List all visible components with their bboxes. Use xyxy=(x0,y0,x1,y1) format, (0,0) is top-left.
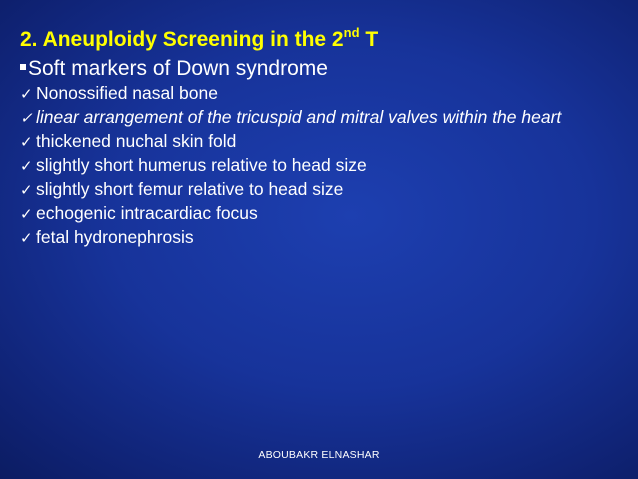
list-item-text: fetal hydronephrosis xyxy=(36,227,194,247)
checkmark-icon: ✓ xyxy=(20,182,33,199)
list-item xyxy=(20,130,632,154)
list-item xyxy=(20,226,632,250)
list-item-text: slightly short femur relative to head size xyxy=(36,179,344,199)
list-item-text: thickened nuchal skin fold xyxy=(36,131,237,151)
subtitle-text: Soft markers of Down syndrome xyxy=(28,57,328,80)
list-item xyxy=(20,202,632,226)
title-end: T xyxy=(359,28,379,51)
marker-list xyxy=(20,82,632,250)
list-item xyxy=(20,178,632,202)
checkmark-icon: ✓ xyxy=(20,206,33,223)
slide-content xyxy=(20,26,632,250)
list-item xyxy=(20,82,632,106)
checkmark-icon: ✓ xyxy=(20,230,33,247)
checkmark-icon: ✓ xyxy=(20,134,33,151)
list-item-text: echogenic intracardiac focus xyxy=(36,203,258,223)
list-item-text: slightly short humerus relative to head size xyxy=(36,155,367,175)
slide-title xyxy=(20,26,632,53)
checkmark-icon: ✓ xyxy=(20,158,33,175)
title-superscript: nd xyxy=(343,25,360,40)
footer-author: ABOUBAKR ELNASHAR xyxy=(258,449,380,461)
title-main: 2. Aneuploidy Screening in the 2 xyxy=(20,28,344,51)
subtitle xyxy=(20,55,632,82)
list-item-text: Nonossified nasal bone xyxy=(36,83,218,103)
list-item-text: linear arrangement of the tricuspid and mitral valves within the heart xyxy=(36,107,562,127)
list-item xyxy=(20,154,632,178)
checkmark-icon: ✓ xyxy=(20,110,33,127)
list-item xyxy=(20,106,632,130)
checkmark-icon: ✓ xyxy=(20,86,33,103)
square-bullet-icon xyxy=(20,64,26,70)
